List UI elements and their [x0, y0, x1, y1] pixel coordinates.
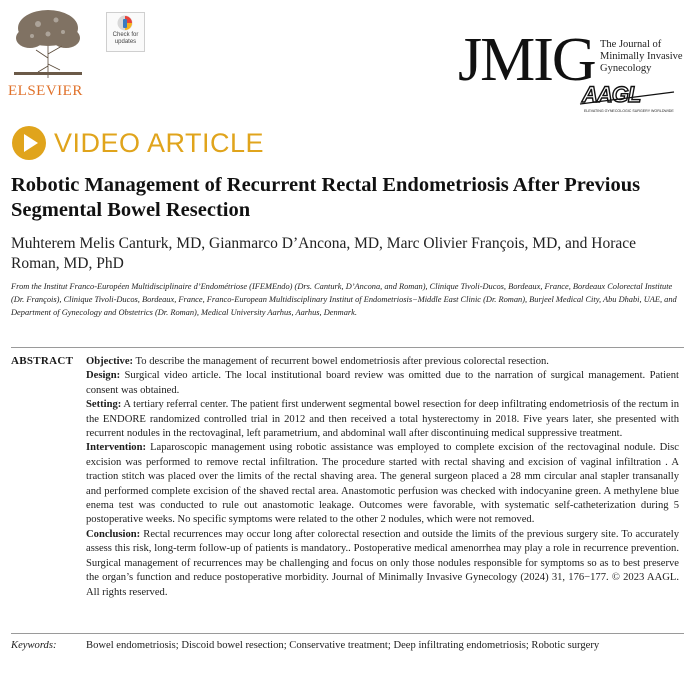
section-text: To describe the management of recurrent bowel endometriosis after previous colorectal resection.: [133, 356, 549, 367]
play-icon: [11, 125, 47, 161]
keywords-list: Bowel endometriosis; Discoid bowel resection; Conservative treatment; Deep infiltrating endometriosis; Robotic surgery: [86, 640, 600, 651]
article-authors: Muhterem Melis Canturk, MD, Gianmarco D’Ancona, MD, Marc Olivier François, MD, and Horace Roman, MD, PhD: [11, 235, 637, 272]
check-for-updates-badge[interactable]: [106, 12, 145, 52]
article-type-label: VIDEO ARTICLE: [54, 128, 265, 158]
abstract-section-conclusion: [86, 528, 679, 600]
abstract-bottom-divider: [11, 633, 684, 634]
aagl-logo: [578, 82, 678, 114]
abstract-section-setting: [86, 398, 679, 441]
keywords-heading: Keywords:: [11, 640, 57, 651]
journal-name-line: Minimally Invasive: [600, 51, 683, 62]
abstract-section-intervention: [86, 441, 679, 527]
section-label: Conclusion:: [86, 528, 141, 540]
section-text: Laparoscopic management using robotic assistance was employed to complete excision of the rectovaginal nodule. Disc excision was performed to remove rectal infiltration. The procedure started with rectal shaving and excision of vaginal infiltration . A traction stitch was placed over the limits of the rectal shaving area. The general surgeon placed a 28 mm circular anal stapler transanally and performed complete excision of the shaved rectal area. Anastomotic perfusion was checked with indocyanine green. A methylene blue enema test was conducted to rule out anastomotic leakage. Outcomes were favorable, with systematic self-catheterization during 5 postoperative weeks. No specific symptoms were related to the other 2 nodules, which were not removed.: [86, 442, 679, 526]
abstract-heading: ABSTRACT: [11, 355, 74, 367]
publisher-name: ELSEVIER: [8, 83, 83, 99]
section-label: Design:: [86, 370, 121, 382]
article-title: Robotic Management of Recurrent Rectal Endometriosis After Previous Segmental Bowel Resection: [11, 174, 641, 221]
section-text: Surgical video article. The local institutional board review was omitted due to the narration of surgical management. Patient consent was obtained.: [86, 370, 679, 396]
aagl-tagline: ELEVATING GYNECOLOGIC SURGERY WORLDWIDE: [584, 109, 674, 113]
aagl-wordmark: AAGL: [582, 82, 641, 107]
author-affiliations: From the Institut Franco-Européen Multidisciplinaire d’Endométriose (IFEMEndo) (Drs. Canturk, D’Ancona, and Roman), Clinique Tivoli-Ducos, Bordeaux, France, Bordeaux Colorectal Institute (Dr. François), Clinique Tivoli-Ducos, Bordeaux, France, Franco-European Multidisciplinary Institut of Endometriosis−Middle East Clinic (Dr. Roman), Burjeel Medical City, Abu Dhabi, UAE, and Department of Gynecology and Obstetrics (Dr. Roman), Medical University Aarhus, Aarhus, Denmark.: [11, 282, 677, 317]
section-text: Rectal recurrences may occur long after colorectal resection and outside the limits of the previous surgery site. To accurately assess this risk, long-term follow-up of patients is mandatory.. Postoperative medical amenorrhea may play a role in recurrence prevention. Surgical management of recurrences may be challenging and focus on only those nodules responsible for symptoms so as to best preserve the organ’s function and reduce postoperative morbidity. Journal of Minimally Invasive Gynecology (2024) 31, 176−177. © 2023 AAGL. All rights reserved.: [86, 528, 679, 598]
elsevier-tree-logo: [8, 6, 88, 80]
abstract-top-divider: [11, 347, 684, 348]
abstract-body: [86, 355, 679, 600]
crossmark-icon: [117, 15, 133, 31]
journal-full-name: [600, 39, 692, 75]
section-label: Setting:: [86, 399, 122, 411]
section-label: Intervention:: [86, 442, 147, 454]
abstract-section-objective: [86, 355, 679, 369]
journal-name-line: The Journal of: [600, 39, 662, 50]
journal-name-line: Gynecology: [600, 63, 652, 74]
check-for-updates-label: Check for updates: [112, 32, 139, 45]
abstract-section-design: [86, 369, 679, 398]
journal-logo: JMIG: [458, 26, 595, 94]
section-label: Objective:: [86, 356, 134, 367]
section-text: A tertiary referral center. The patient first underwent segmental bowel resection for deep infiltrating endometriosis of the rectum in the ENDORE randomized controlled trial in 2012 and then received a total hysterectomy in 2018. Five years later, she presented with recurrent nodules in the rectovaginal, left parametrium, and abdominal wall after discontinuing medical suppressive treatment.: [86, 399, 679, 440]
